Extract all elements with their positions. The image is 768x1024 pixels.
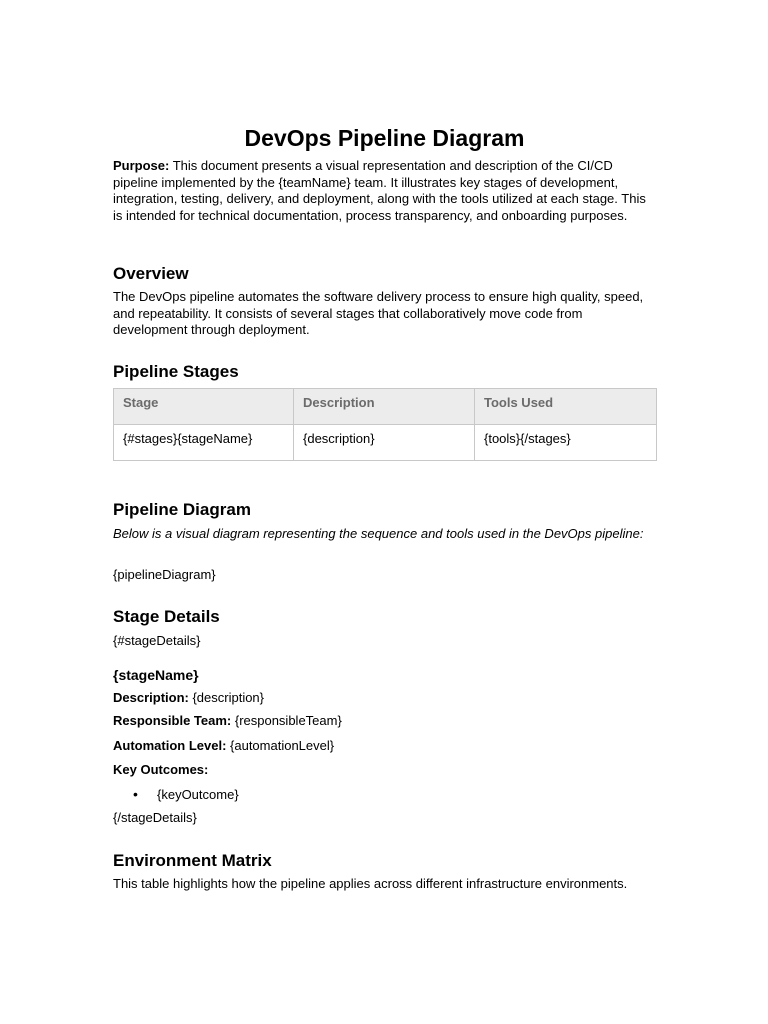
pipeline-stages-heading: Pipeline Stages xyxy=(113,362,239,381)
environment-matrix-heading: Environment Matrix xyxy=(113,851,272,870)
document-title: DevOps Pipeline Diagram xyxy=(244,125,525,151)
stage-details-open-tag: {#stageDetails} xyxy=(113,633,201,648)
key-outcomes-label: Key Outcomes: xyxy=(113,762,209,777)
list-item xyxy=(133,786,239,803)
stage-name-heading: {stageName} xyxy=(113,667,199,683)
overview-text: The DevOps pipeline automates the software delivery process to ensure high quality, speed, and repeatability. It consists of several stages that collaboratively move code from development through deployment. xyxy=(113,289,644,337)
table-header-row xyxy=(114,389,657,425)
purpose-label: Purpose: xyxy=(113,158,170,173)
bullet-icon: • xyxy=(133,786,138,802)
responsible-team-label: Responsible Team: xyxy=(113,713,232,728)
pipeline-diagram-heading: Pipeline Diagram xyxy=(113,500,251,519)
key-outcomes-line xyxy=(113,762,208,778)
column-header-description: Description xyxy=(294,389,475,425)
table-cell-stage: {#stages}{stageName} xyxy=(114,425,294,461)
pipeline-diagram-intro: Below is a visual diagram representing the sequence and tools used in the DevOps pipeline: xyxy=(113,526,644,541)
purpose-text: This document presents a visual representation and description of the CI/CD pipeline implemented by the {teamName} team. It illustrates key stages of development, integration, testing, delivery, and deployment, along with the tools utilized at each stage. This is intended for technical documentation, process transparency, and onboarding purposes. xyxy=(113,158,646,223)
overview-heading: Overview xyxy=(113,264,189,283)
column-header-tools: Tools Used xyxy=(475,389,657,425)
table-cell-tools: {tools}{/stages} xyxy=(475,425,657,461)
purpose-paragraph xyxy=(113,158,656,224)
description-label: Description: xyxy=(113,690,189,705)
environment-matrix-text: This table highlights how the pipeline applies across different infrastructure environments. xyxy=(113,876,628,891)
column-header-stage: Stage xyxy=(114,389,294,425)
automation-level-line xyxy=(113,738,334,754)
automation-level-label: Automation Level: xyxy=(113,738,227,753)
stage-details-heading: Stage Details xyxy=(113,607,220,626)
key-outcome-text: {keyOutcome} xyxy=(157,787,239,802)
description-value: {description} xyxy=(188,690,265,705)
responsible-team-value: {responsibleTeam} xyxy=(231,713,342,728)
description-line xyxy=(113,690,264,706)
pipeline-stages-table xyxy=(113,388,657,461)
table-cell-description: {description} xyxy=(294,425,475,461)
automation-level-value: {automationLevel} xyxy=(226,738,335,753)
table-row xyxy=(114,425,657,461)
pipeline-diagram-placeholder: {pipelineDiagram} xyxy=(113,567,216,582)
stage-details-close-tag: {/stageDetails} xyxy=(113,810,197,825)
responsible-team-line xyxy=(113,713,342,729)
